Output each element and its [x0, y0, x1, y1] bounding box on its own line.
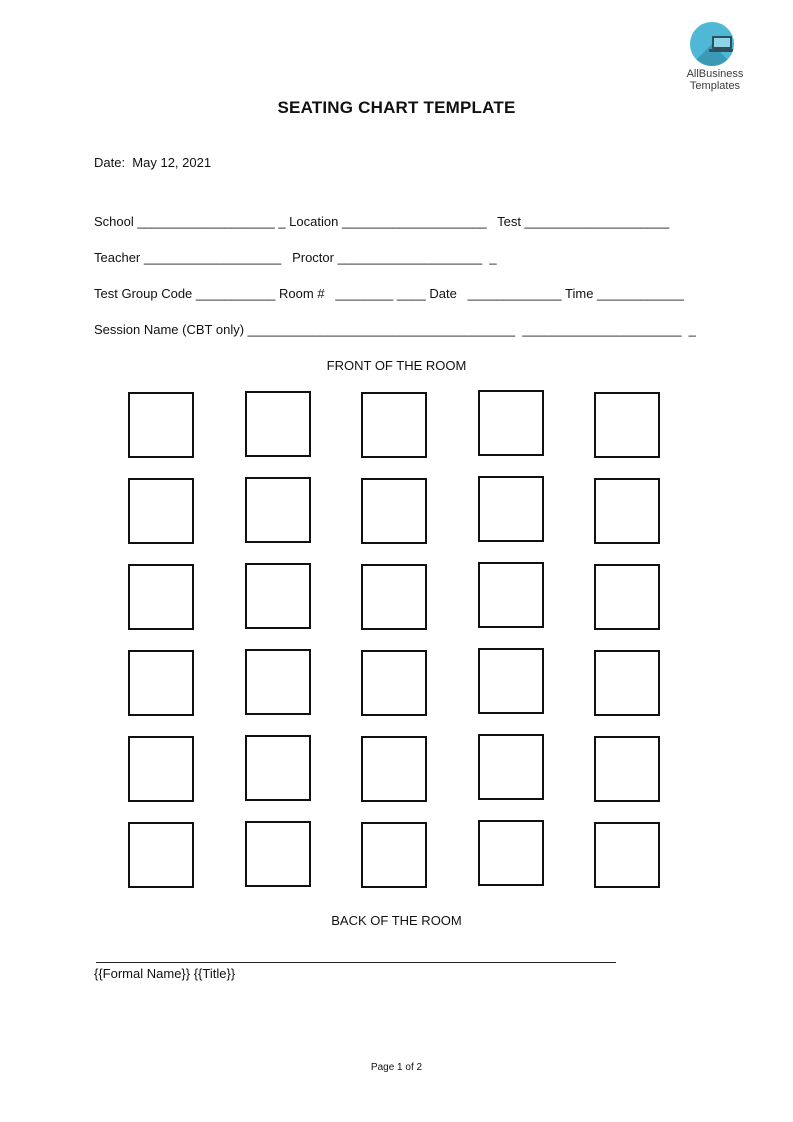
page-title: SEATING CHART TEMPLATE	[277, 98, 516, 117]
seat-box	[245, 735, 311, 801]
seat-box	[594, 822, 660, 888]
page-number: Page 1 of 2	[370, 1062, 423, 1073]
school-location-test-row: School ___________________ _ Location ____________________ Test ____________________	[94, 214, 670, 229]
seat-box	[245, 649, 311, 715]
seat-box	[361, 478, 427, 544]
date-line: Date: May 12, 2021	[94, 155, 212, 170]
seat-box	[128, 478, 194, 544]
seat-box	[361, 392, 427, 458]
seat-box	[128, 822, 194, 888]
seat-box	[245, 563, 311, 629]
seat-box	[478, 820, 544, 886]
seat-box	[594, 392, 660, 458]
seat-box	[478, 476, 544, 542]
seat-box	[361, 822, 427, 888]
logo-line-2: Templates	[689, 80, 741, 92]
signature-name: {{Formal Name}} {{Title}}	[94, 966, 236, 981]
teacher-proctor-row: Teacher ___________________ Proctor ____________________ _	[94, 250, 497, 265]
seat-box	[361, 650, 427, 716]
seat-box	[478, 390, 544, 456]
seat-box	[128, 736, 194, 802]
laptop-icon	[708, 35, 734, 53]
seat-box	[594, 650, 660, 716]
seat-box	[361, 564, 427, 630]
seat-box	[128, 650, 194, 716]
seat-box	[478, 648, 544, 714]
seating-grid	[128, 390, 668, 895]
seat-box	[128, 564, 194, 630]
logo-line-1: AllBusiness	[686, 68, 744, 80]
seat-box	[245, 477, 311, 543]
logo-text	[680, 68, 750, 92]
seat-box	[245, 391, 311, 457]
session-name-row: Session Name (CBT only) _____________________________________ ______________________ _	[94, 322, 696, 337]
seat-box	[128, 392, 194, 458]
seat-box	[594, 564, 660, 630]
front-of-room-label: FRONT OF THE ROOM	[326, 358, 467, 373]
signature-line	[96, 962, 616, 963]
logo-badge	[690, 22, 734, 66]
seat-box	[361, 736, 427, 802]
group-room-date-time-row: Test Group Code ___________ Room # ________ ____ Date _____________ Time ____________	[94, 286, 684, 301]
company-logo	[680, 22, 750, 94]
seat-box	[594, 478, 660, 544]
back-of-room-label: BACK OF THE ROOM	[331, 913, 462, 928]
seat-box	[478, 734, 544, 800]
seat-box	[245, 821, 311, 887]
seat-box	[594, 736, 660, 802]
seat-box	[478, 562, 544, 628]
